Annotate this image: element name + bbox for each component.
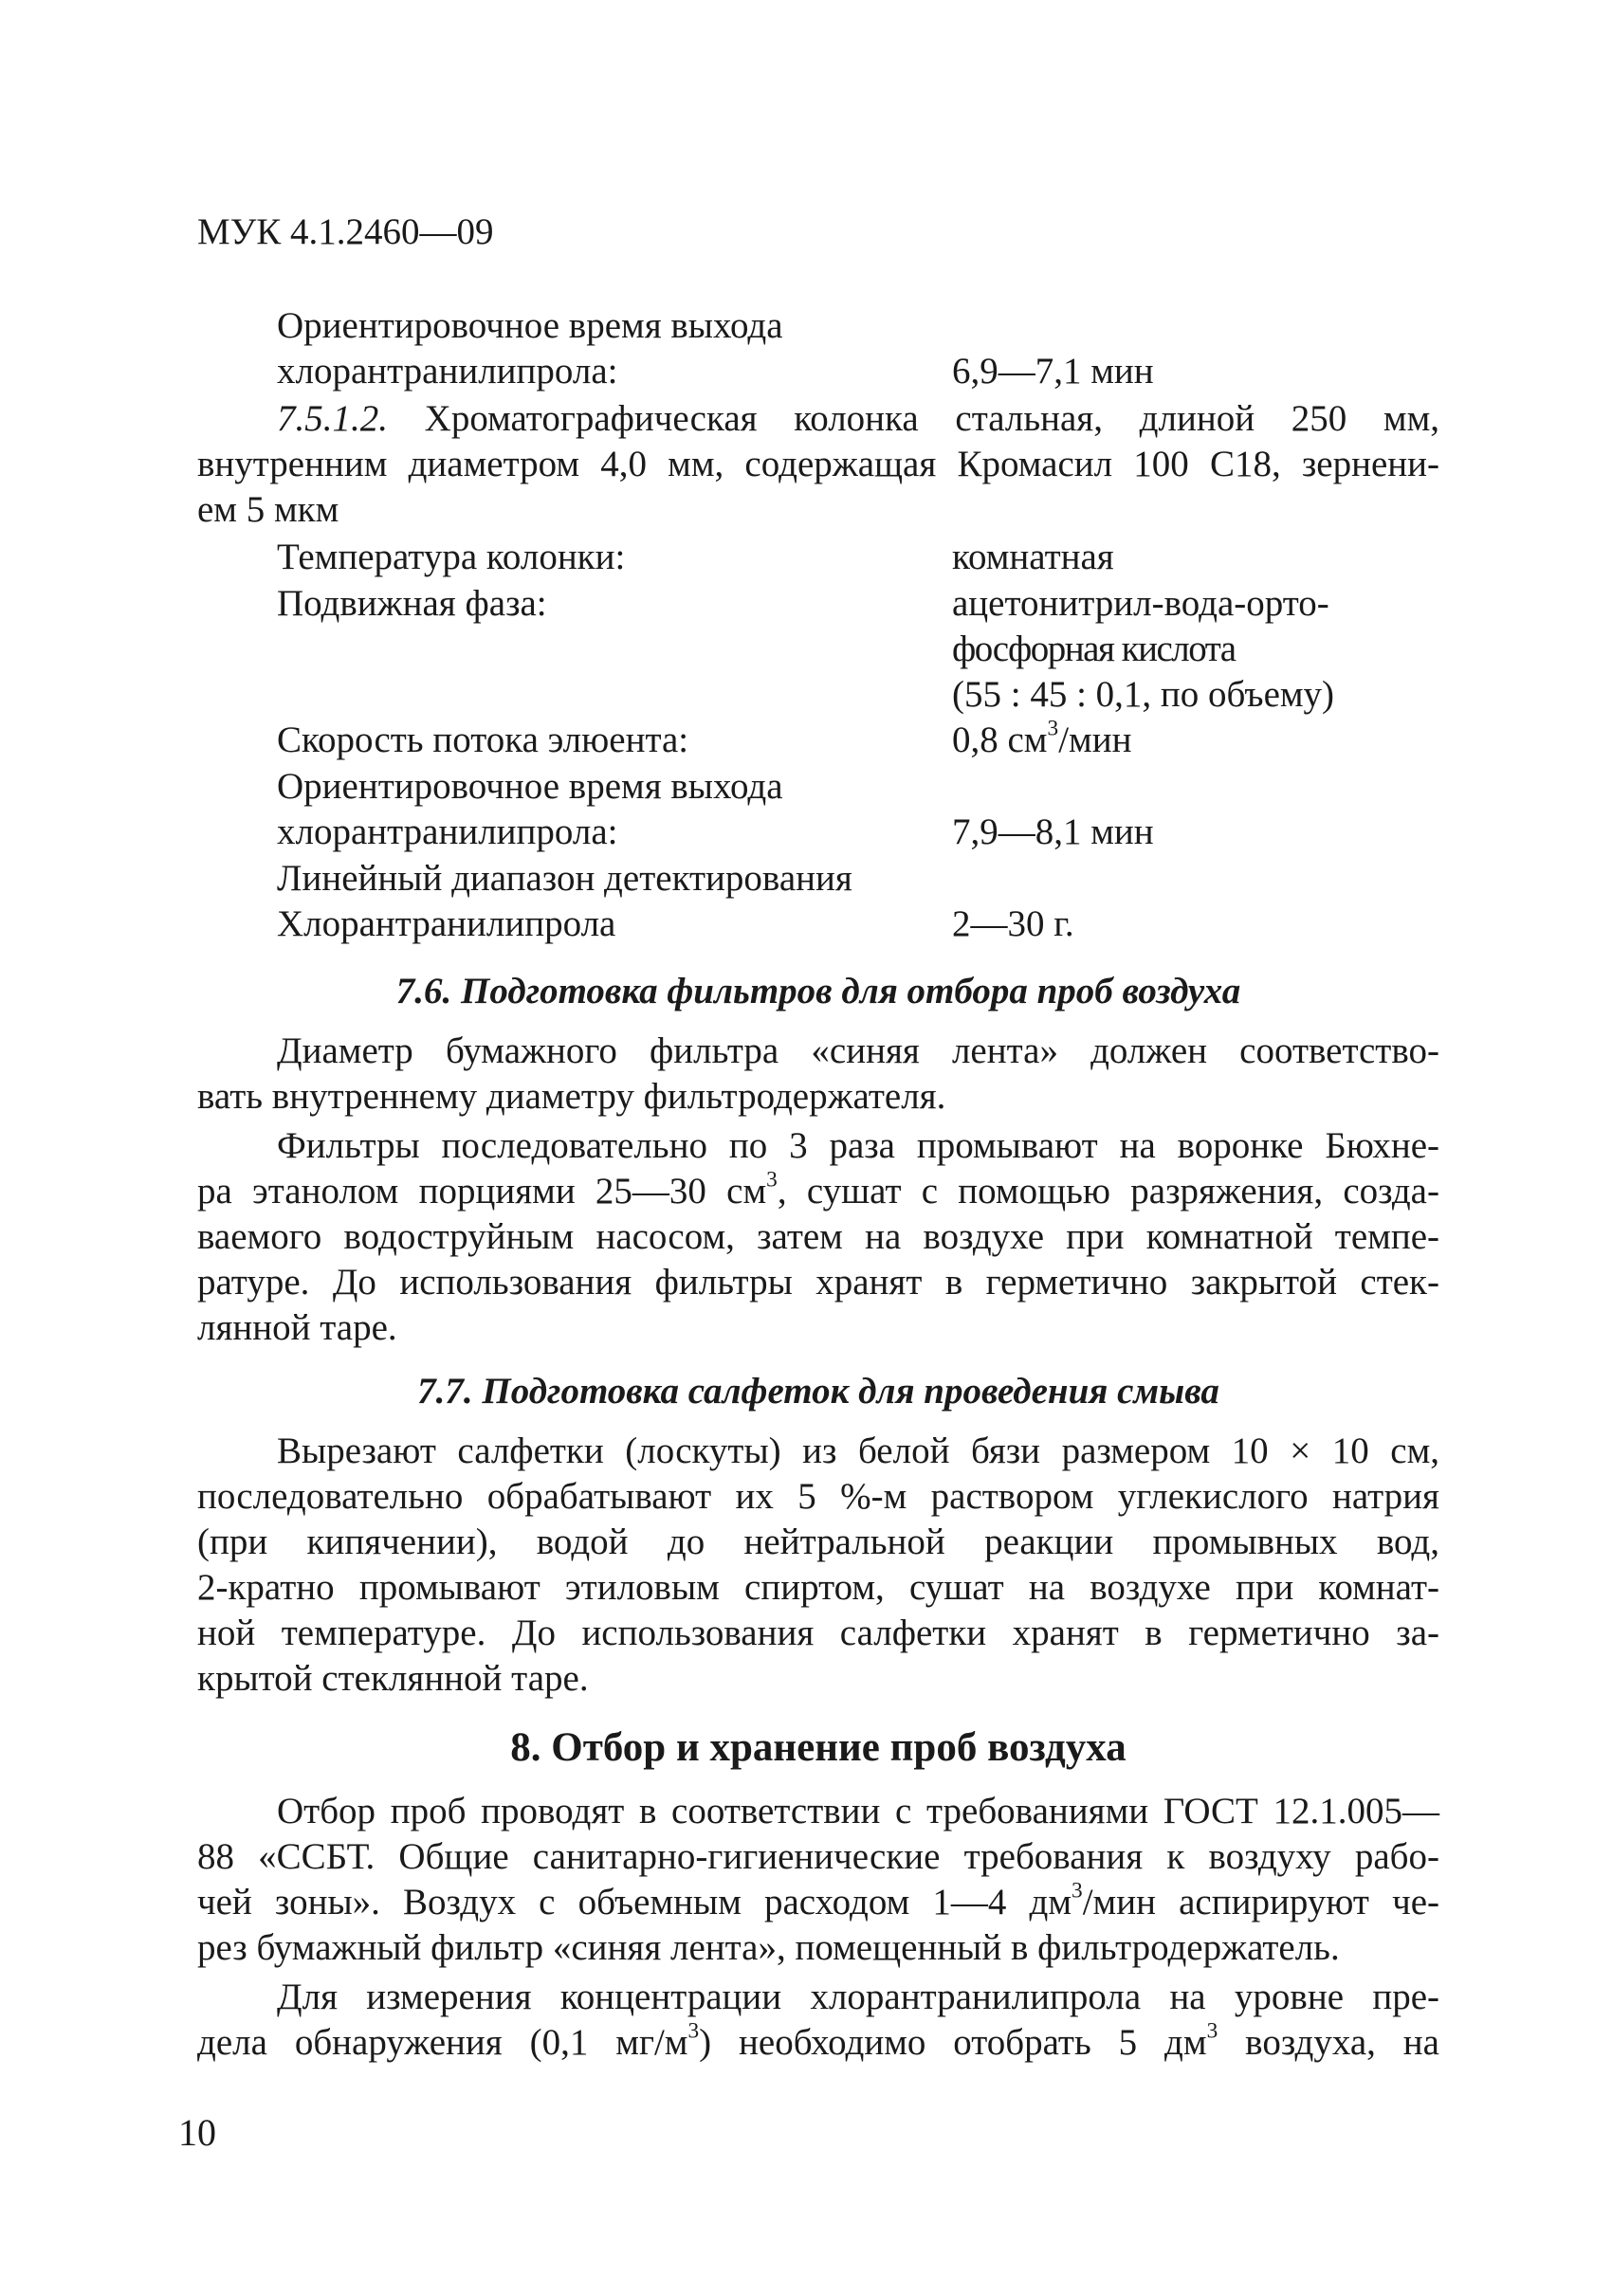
s8-p2-line1: Для измерения концентрации хлорантранилипрола на уровне пре- bbox=[277, 1977, 1439, 2017]
flow-rate-unit: /мин bbox=[1058, 720, 1132, 760]
s8-p2-line2 bbox=[197, 2020, 1439, 2066]
temperature-value: комнатная bbox=[952, 537, 1114, 577]
s76-p2-line2 bbox=[197, 1169, 1439, 1214]
retention-value: 6,9—7,1 мин bbox=[952, 351, 1154, 392]
s8-p1-line2: 88 «ССБТ. Общие санитарно-гигиенические требования к воздуху рабо- bbox=[197, 1836, 1439, 1877]
section-7-6-heading: 7.6. Подготовка фильтров для отбора проб воздуха bbox=[395, 971, 1241, 1011]
s8-p2-exponent1: 3 bbox=[687, 2018, 700, 2044]
s76-p2-line3: ваемого водоструйным насосом, затем на воздухе при комнатной темпе- bbox=[197, 1216, 1439, 1257]
s77-line4: 2-кратно промывают этиловым спиртом, сушат на воздухе при комнат- bbox=[197, 1567, 1439, 1608]
flow-rate-label: Скорость потока элюента: bbox=[277, 720, 689, 760]
mobile-phase-value-line1: ацетонитрил-вода-орто- bbox=[952, 583, 1329, 624]
section-number-7512: 7.5.1.2. bbox=[277, 398, 388, 439]
retention2-value: 7,9—8,1 мин bbox=[952, 811, 1154, 852]
page-number: 10 bbox=[178, 2111, 216, 2154]
linear-range-label-line2: Хлорантранилипрола bbox=[277, 903, 616, 944]
section-8-heading: 8. Отбор и хранение проб воздуха bbox=[510, 1725, 1127, 1770]
s8-p1-line4: рез бумажный фильтр «синяя лента», помещенный в фильтродержатель. bbox=[197, 1927, 1340, 1968]
column-paragraph-line3: ем 5 мкм bbox=[197, 489, 339, 530]
mobile-phase-value-line3: (55 : 45 : 0,1, по объему) bbox=[952, 674, 1335, 715]
s76-p2-line2-part2: , сушат с помощью разряжения, созда- bbox=[777, 1171, 1439, 1212]
flow-rate-exponent: 3 bbox=[1047, 716, 1059, 741]
linear-range-value: 2—30 г. bbox=[952, 903, 1074, 944]
doc-code-text: МУК 4.1.2460—09 bbox=[197, 211, 494, 252]
retention-label-line2: хлорантранилипрола: bbox=[277, 351, 618, 392]
s8-p2-line2-part1: дела обнаружения (0,1 мг/м bbox=[197, 2022, 688, 2063]
column-line1-text: Хроматографическая колонка стальная, длиной 250 мм, bbox=[424, 398, 1439, 439]
s8-p2-exponent2: 3 bbox=[1206, 2018, 1218, 2044]
s76-p2-line5: лянной таре. bbox=[197, 1307, 397, 1348]
linear-range-label-line1: Линейный диапазон детектирования bbox=[277, 858, 852, 899]
s8-p1-exponent: 3 bbox=[1072, 1878, 1083, 1904]
mobile-phase-value-line2: фосфорная кислота bbox=[952, 629, 1236, 669]
s77-line3: (при кипячении), водой до нейтральной реакции промывных вод, bbox=[197, 1522, 1439, 1562]
s76-p2-exponent: 3 bbox=[766, 1167, 778, 1193]
s77-line6: крытой стеклянной таре. bbox=[197, 1658, 589, 1699]
s8-p1-line3-part1: чей зоны». Воздух с объемным расходом 1—4 дм bbox=[197, 1882, 1072, 1922]
s76-p1-line2: вать внутреннему диаметру фильтродержателя. bbox=[197, 1076, 946, 1117]
s8-p1-line3-part2: /мин аспирируют че- bbox=[1082, 1882, 1439, 1922]
s8-p2-line2-part2: ) необходимо отобрать 5 дм bbox=[699, 2022, 1207, 2063]
s77-line1: Вырезают салфетки (лоскуты) из белой бязи размером 10 × 10 см, bbox=[277, 1430, 1439, 1471]
retention2-label-line2: хлорантранилипрола: bbox=[277, 811, 618, 852]
retention2-label-line1: Ориентировочное время выхода bbox=[277, 766, 783, 807]
flow-rate-value bbox=[952, 718, 1131, 763]
s8-p2-line2-part3: воздуха, на bbox=[1218, 2022, 1439, 2063]
column-paragraph-line2: внутренним диаметром 4,0 мм, содержащая Кромасил 100 С18, зернени- bbox=[197, 444, 1439, 484]
retention-label-line1: Ориентировочное время выхода bbox=[277, 305, 783, 346]
s76-p2-line2-part1: ра этанолом порциями 25—30 см bbox=[197, 1171, 767, 1212]
s76-p1-line1: Диаметр бумажного фильтра «синяя лента» должен соответство- bbox=[277, 1030, 1439, 1071]
s77-line5: ной температуре. До использования салфетки хранят в герметично за- bbox=[197, 1613, 1439, 1653]
s76-p2-line1: Фильтры последовательно по 3 раза промывают на воронке Бюхне- bbox=[277, 1125, 1439, 1166]
s8-p1-line3 bbox=[197, 1880, 1439, 1925]
section-7-7-heading: 7.7. Подготовка салфеток для проведения смыва bbox=[417, 1371, 1219, 1412]
temperature-label: Температура колонки: bbox=[277, 537, 626, 577]
s77-line2: последовательно обрабатывают их 5 %-м раствором углекислого натрия bbox=[197, 1476, 1439, 1517]
mobile-phase-label: Подвижная фаза: bbox=[277, 583, 547, 624]
flow-rate-number: 0,8 см bbox=[952, 720, 1048, 760]
s8-p1-line1: Отбор проб проводят в соответствии с требованиями ГОСТ 12.1.005— bbox=[277, 1791, 1439, 1831]
s76-p2-line4: ратуре. До использования фильтры хранят в герметично закрытой стек- bbox=[197, 1262, 1439, 1303]
doc-code-header bbox=[197, 210, 494, 255]
column-paragraph-line1 bbox=[277, 396, 1439, 442]
